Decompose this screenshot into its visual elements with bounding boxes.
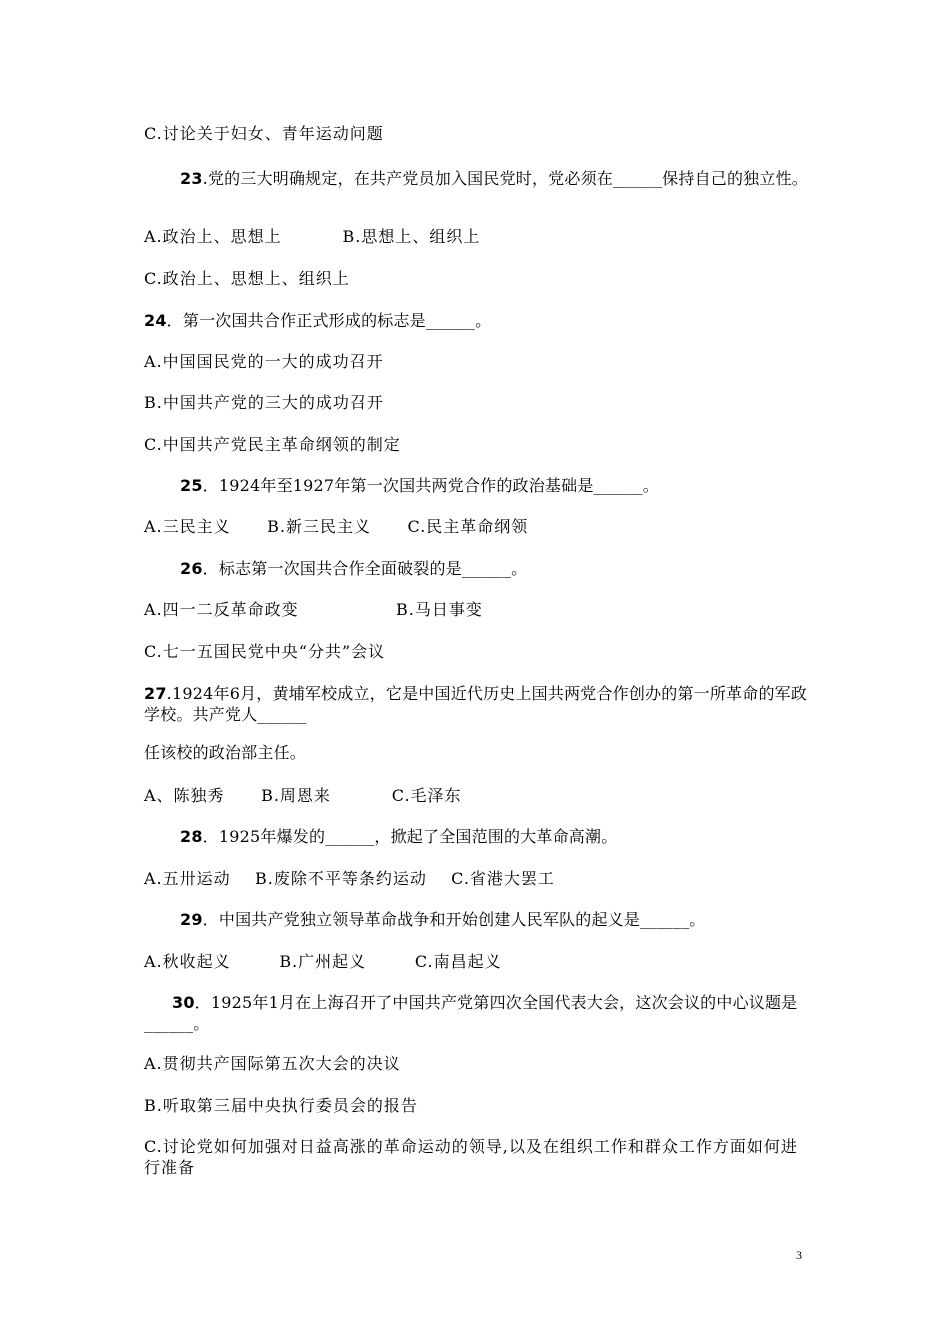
question-23: 23.党的三大明确规定，在共产党员加入国民党时，党必须在______保持自己的独立性。	[180, 169, 808, 188]
question-30: 30．1925年1月在上海召开了中国共产党第四次全国代表大会，这次会议的中心议题是______。	[144, 993, 798, 1033]
question-27: 27.1924年6月，黄埔军校成立，它是中国近代历史上国共两党合作创办的第一所革命的军政学校。共产党人______	[144, 684, 808, 724]
option-line: A.中国国民党的一大的成功召开	[144, 352, 384, 371]
option-line: B.听取第三届中央执行委员会的报告	[144, 1096, 418, 1115]
option-line: C.七一五国民党中央“分共”会议	[144, 642, 386, 661]
question-text: 党的三大明确规定，在共产党员加入国民党时，党必须在______保持自己的独立性。	[207, 169, 808, 188]
page-number: 3	[796, 1248, 802, 1262]
question-number: 23	[180, 169, 203, 188]
option-line: C.中国共产党民主革命纲领的制定	[144, 435, 401, 454]
question-28: 28．1925年爆发的______，掀起了全国范围的大革命高潮。	[180, 827, 618, 846]
question-text: 中国共产党独立领导革命战争和开始创建人民军队的起义是______。	[218, 910, 706, 929]
question-text: 1924年至1927年第一次国共两党合作的政治基础是______。	[218, 476, 659, 495]
option-line: A.五卅运动 B.废除不平等条约运动 C.省港大罢工	[144, 869, 555, 888]
question-number: 27	[144, 684, 167, 703]
question-29: 29．中国共产党独立领导革命战争和开始创建人民军队的起义是______。	[180, 910, 706, 929]
question-26: 26．标志第一次国共合作全面破裂的是______。	[180, 559, 528, 578]
question-text: 1925年1月在上海召开了中国共产党第四次全国代表大会，这次会议的中心议题是______。	[144, 993, 798, 1033]
question-number: 30	[172, 993, 195, 1012]
option-line: A.贯彻共产国际第五次大会的决议	[144, 1054, 401, 1073]
question-text: 第一次国共合作正式形成的标志是______。	[182, 311, 492, 330]
question-number: 29	[180, 910, 203, 929]
question-number: 25	[180, 476, 203, 495]
option-line: A.秋收起义 B.广州起义 C.南昌起义	[144, 952, 502, 971]
option-line: A.三民主义 B.新三民主义 C.民主革命纲领	[144, 517, 529, 536]
option-line: B.中国共产党的三大的成功召开	[144, 393, 384, 412]
option-line: A.政治上、思想上 B.思想上、组织上	[144, 227, 481, 246]
question-number: 26	[180, 559, 203, 578]
option-line: C.讨论党如何加强对日益高涨的革命运动的领导,以及在组织工作和群众工作方面如何进行准备	[144, 1137, 798, 1177]
question-text: 1924年6月，黄埔军校成立，它是中国近代历史上国共两党合作创办的第一所革命的军政学校。共产党人______	[144, 684, 808, 724]
question-25: 25．1924年至1927年第一次国共两党合作的政治基础是______。	[180, 476, 659, 495]
question-number: 28	[180, 827, 203, 846]
question-continuation: 任该校的政治部主任。	[144, 743, 307, 762]
question-text: 1925年爆发的______，掀起了全国范围的大革命高潮。	[218, 827, 618, 846]
question-text: 标志第一次国共合作全面破裂的是______。	[218, 559, 528, 578]
question-number: 24	[144, 311, 167, 330]
option-line: A、陈独秀 B.周恩来 C.毛泽东	[144, 786, 462, 805]
option-line: A.四一二反革命政变 B.马日事变	[144, 600, 483, 619]
option-line: C.讨论关于妇女、青年运动问题	[144, 124, 384, 143]
question-24: 24．第一次国共合作正式形成的标志是______。	[144, 311, 492, 330]
option-line: C.政治上、思想上、组织上	[144, 269, 350, 288]
